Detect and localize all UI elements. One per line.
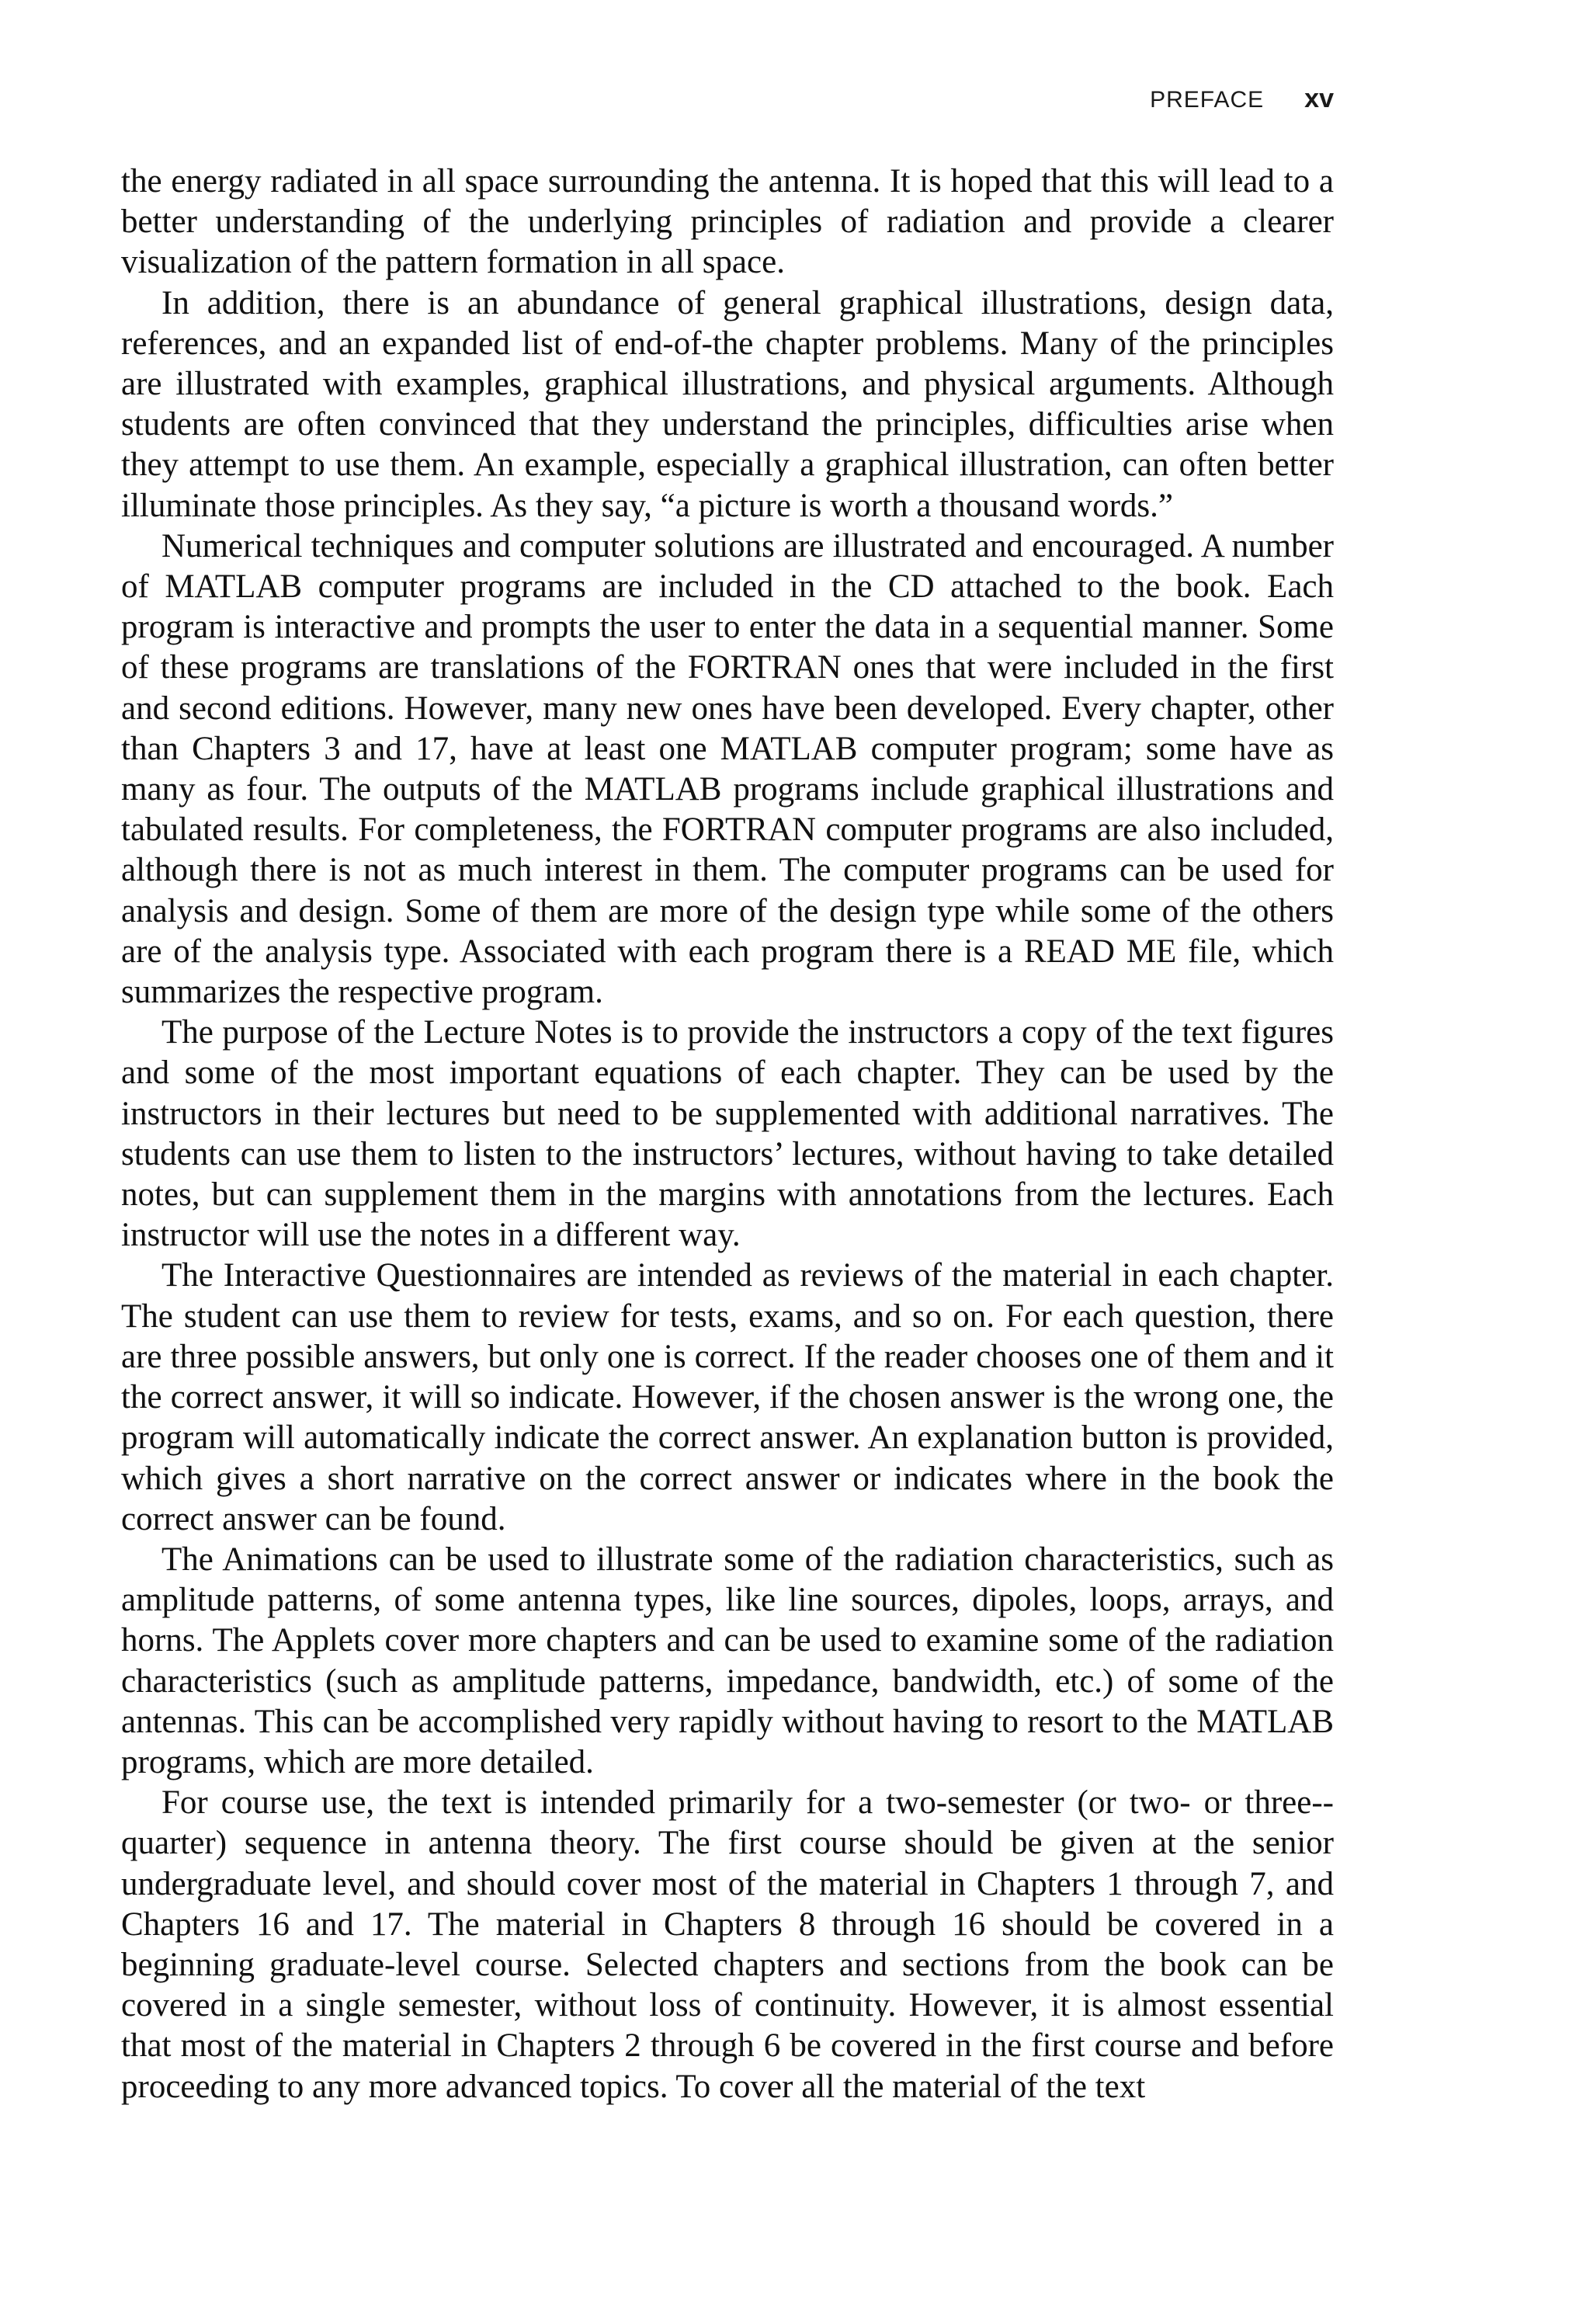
paragraph-animations-applets: The Animations can be used to illustrate some of the radiation characteristics, such as amplitude patterns, of some antenna types, like line sources, dipoles, loops, arrays, and horns. The Applets cover more chapters and can be used to examine some of the radiation characteristics (such as amplitude patterns, impedance, bandwidth, etc.) of some of the antennas. This can be accomplished very rapidly without having to resort to the MATLAB programs, which are more detailed. [121,1541,1334,1780]
paragraph-course-use: For course use, the text is intended primarily for a two-semester (or two- or three-quarter) sequence in antenna theory. The first course should be given at the senior undergraduate level, and should cover most of the material in Chapters 1 through 7, and Chapters 16 and 17. The material in Chapters 8 through 16 should be covered in a beginning graduate-level course. Selected chapters and sections from the book can be covered in a single semester, without loss of continuity. However, it is almost essential that most of the material in Chapters 2 through 6 be covered in the first course and before proceeding to any more advanced topics. To cover all the material of the text [121,1784,1334,2105]
body-text [121,162,1334,2107]
paragraph-matlab-programs: Numerical techniques and computer solutions are illustrated and encouraged. A number of MATLAB computer programs are included in the CD attached to the book. Each program is interactive and prompts the user to enter the data in a sequential manner. Some of these programs are translations of the FORTRAN ones that were included in the first and second editions. However, many new ones have been developed. Every chapter, other than Chapters 3 and 17, have at least one MATLAB computer program; some have as many as four. The outputs of the MATLAB programs include graphical illustrations and tabulated results. For completeness, the FORTRAN computer programs are also included, although there is not as much interest in them. The computer programs can be used for analysis and design. Some of them are more of the design type while some of the others are of the analysis type. Associated with each program there is a READ ME file, which summarizes the respective program. [121,527,1334,1011]
running-head [1150,84,1334,118]
paragraph-lecture-notes: The purpose of the Lecture Notes is to provide the instructors a copy of the text figures and some of the most important equations of each chapter. They can be used by the instructors in their lectures but need to be supplemented with additional narratives. The students can use them to listen to the instructors’ lectures, without having to take detailed notes, but can supplement them in the margins with annotations from the lectures. Each instructor will use the notes in a different way. [121,1014,1334,1254]
page-number: xv [1304,84,1334,113]
paragraph-questionnaires: The Interactive Questionnaires are intended as reviews of the material in each chapter. The student can use them to review for tests, exams, and so on. For each question, there are three possible answers, but only one is correct. If the reader chooses one of them and it the correct answer, it will so indicate. However, if the chosen answer is the wrong one, the program will automatically indicate the correct answer. An explanation button is provided, which gives a short narrative on the correct answer or indicates where in the book the correct answer can be found. [121,1257,1334,1537]
running-head-section: PREFACE [1150,87,1265,113]
paragraph-illustrations: In addition, there is an abundance of general graphical illustrations, design data, references, and an expanded list of end-of-the chapter problems. Many of the principles are illustrated with examples, graphical illustrations, and physical arguments. Although students are often convinced that they understand the principles, difficulties arise when they attempt to use them. An example, especially a graphical illustration, can often better illuminate those principles. As they say, “a picture is worth a thousand words.” [121,284,1334,524]
paragraph-continuation: the energy radiated in all space surrounding the antenna. It is hoped that this will lead to a better understanding of the underlying principles of radiation and provide a clearer visualization of the pattern formation in all space. [121,163,1334,281]
